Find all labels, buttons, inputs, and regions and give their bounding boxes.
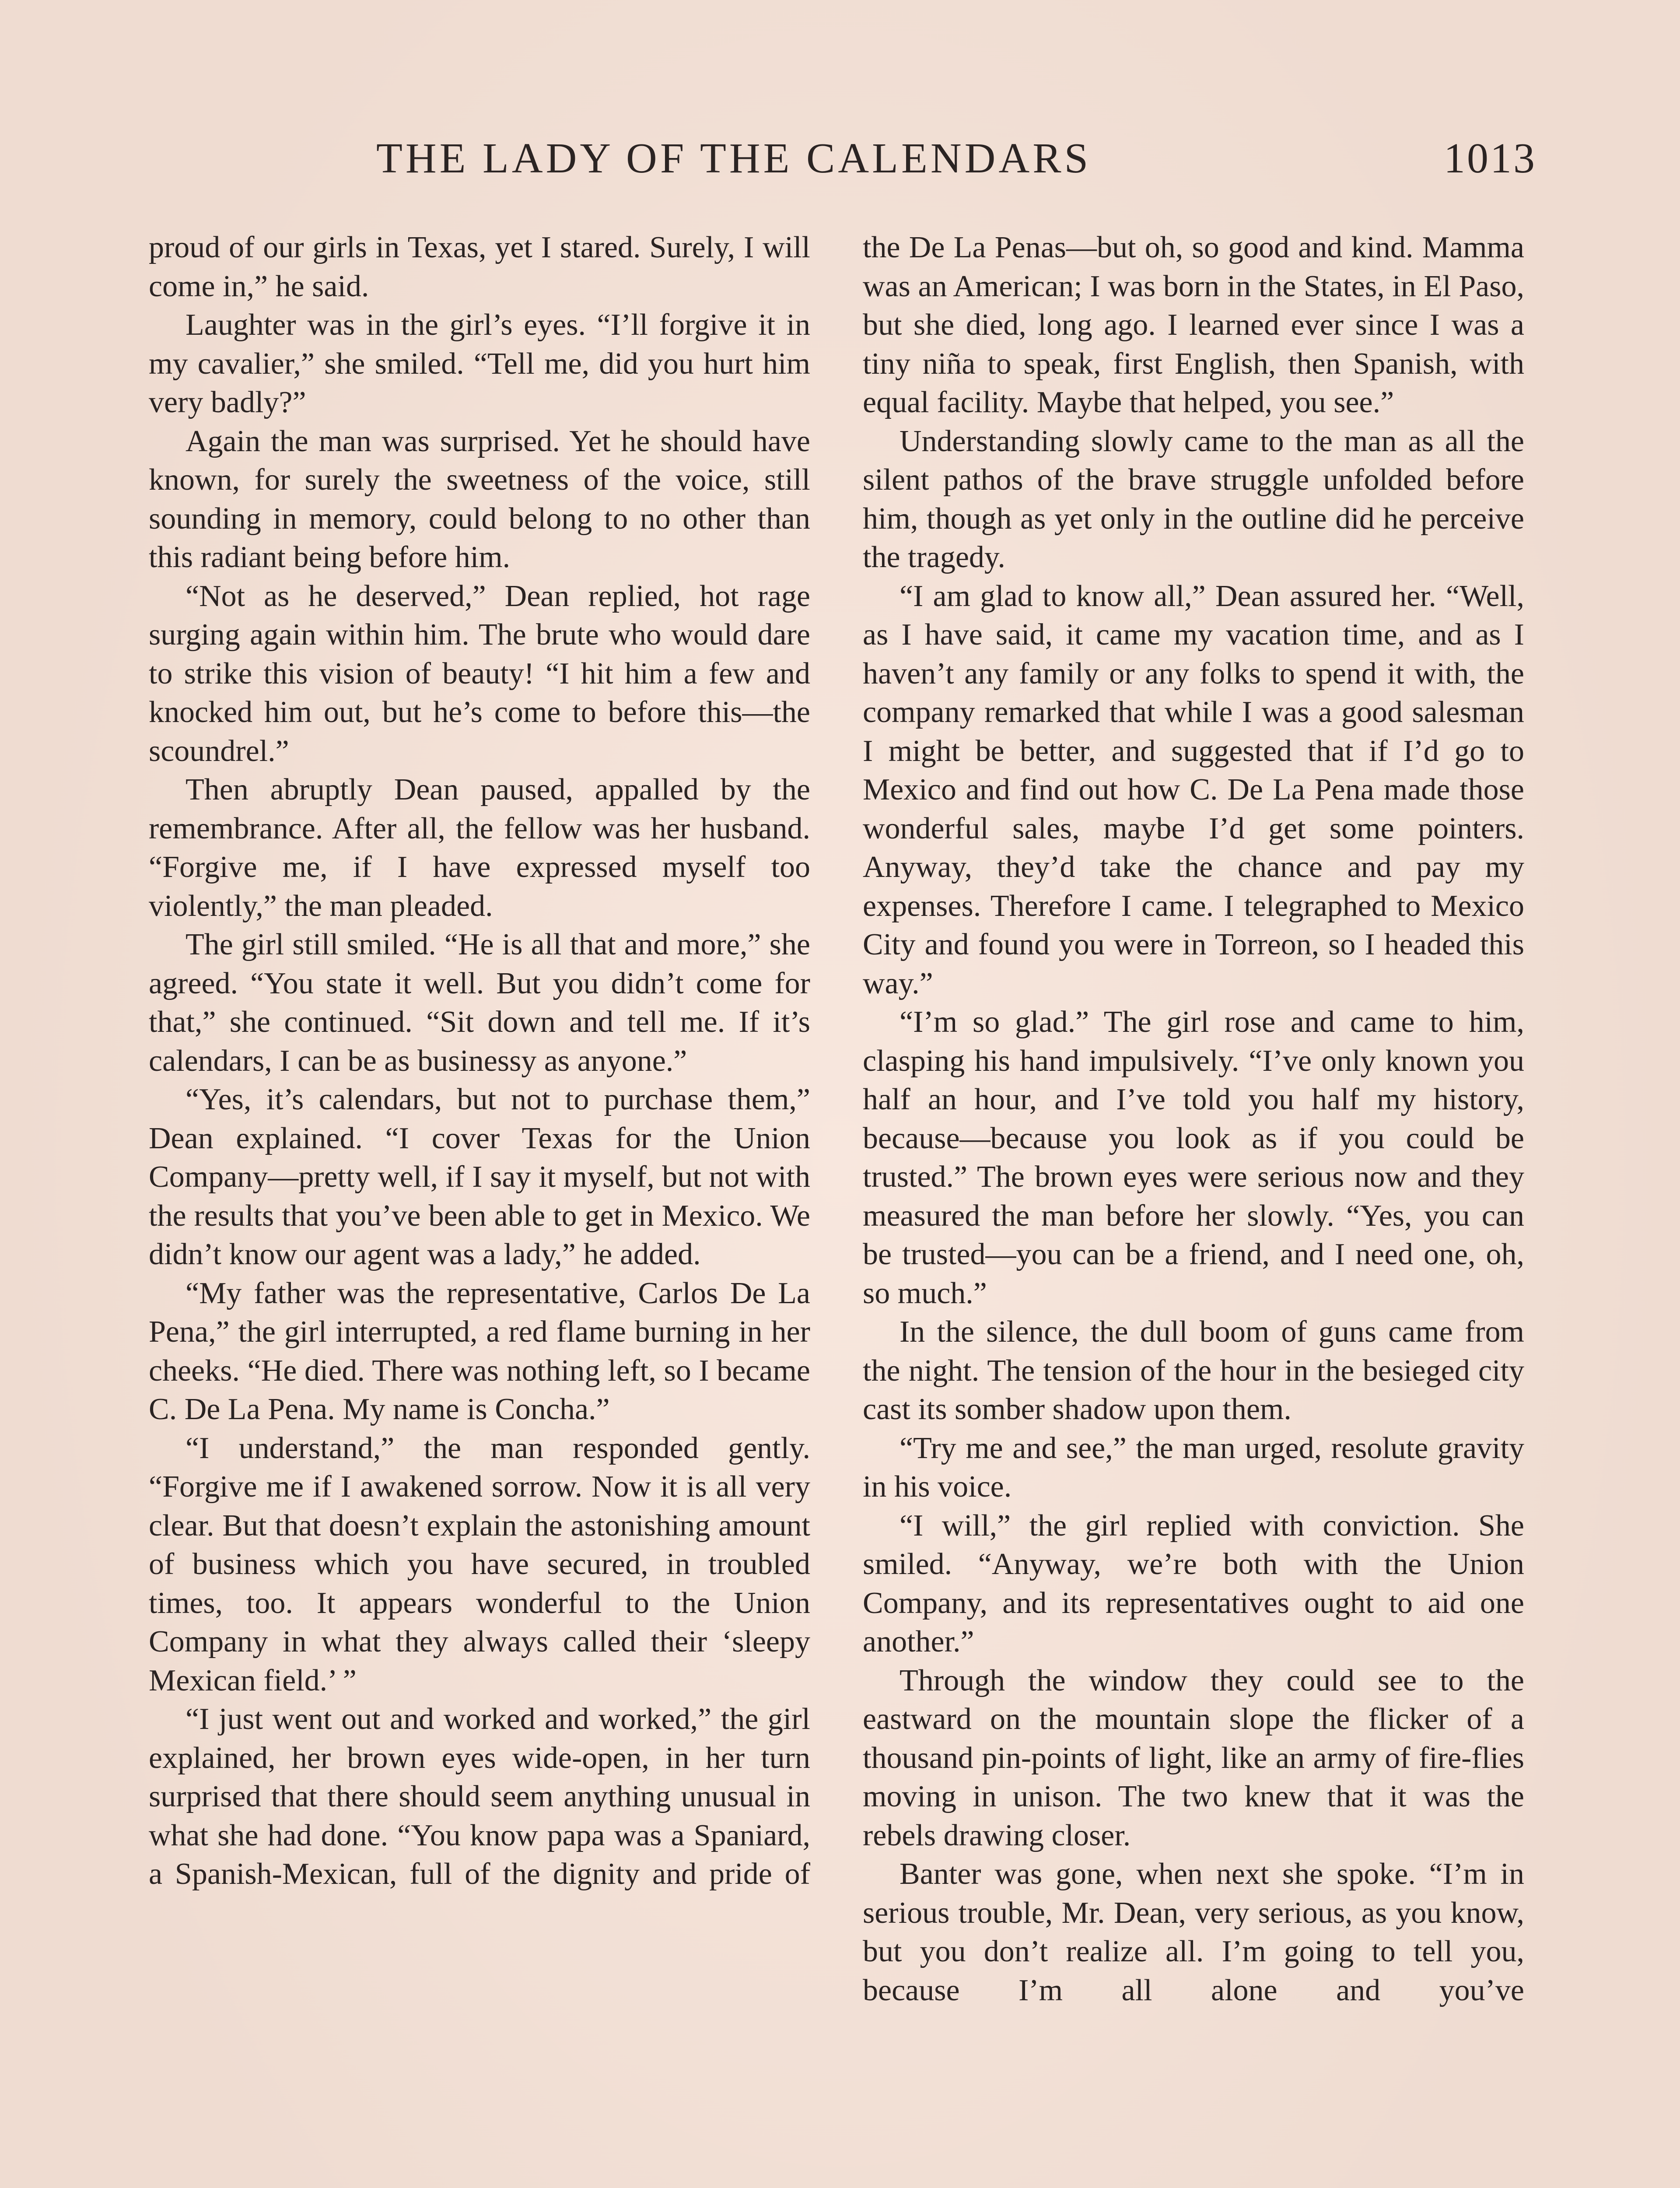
paragraph: “I am glad to know all,” Dean assured her. “Well, as I have said, it came my vacation time, and as I haven’t any family or any folks to spend it with, the company remarked that while I was a good salesman I might be better, and suggested that if I’d go to Mexico and find out how C. De La Pena made those wonderful sales, maybe I’d get some pointers. Anyway, they’d take the chance and pay my expenses. Therefore I came. I telegraphed to Mexico City and found you were in Torreon, so I headed this way.”: [863, 579, 1524, 1000]
right-column: [863, 228, 1524, 2010]
paragraph: “My father was the representative, Carlos De La Pena,” the girl interrupted, a red flame burning in her cheeks. “He died. There was nothing left, so I became C. De La Pena. My name is Concha.”: [149, 1276, 810, 1426]
paragraph: “I will,” the girl replied with conviction. She smiled. “Anyway, we’re both with the Union Company, and its representatives ought to aid one another.”: [863, 1508, 1524, 1659]
paragraph: “Try me and see,” the man urged, resolute gravity in his voice.: [863, 1431, 1524, 1504]
running-header: [376, 128, 1540, 189]
paragraph: proud of our girls in Texas, yet I stared. Surely, I will come in,” he said.: [149, 231, 810, 303]
paragraph: Laughter was in the girl’s eyes. “I’ll forgive it in my cavalier,” she smiled. “Tell me, did you hurt him very badly?”: [149, 308, 810, 419]
page-number: 1013: [1444, 135, 1536, 182]
paragraph: Understanding slowly came to the man as all the silent pathos of the brave struggle unfolded before him, though as yet only in the outline did he perceive the tragedy.: [863, 424, 1524, 574]
story-title: THE LADY OF THE CALENDARS: [376, 135, 1092, 182]
paragraph: “I’m so glad.” The girl rose and came to him, clasping his hand impulsively. “I’ve only known you half an hour, and I’ve told you half my history, because—because you look as if you could be trusted.” The brown eyes were serious now and they measured the man before her slowly. “Yes, you can be trusted—you can be a friend, and I need one, oh, so much.”: [863, 1005, 1524, 1310]
paragraph: “Not as he deserved,” Dean replied, hot rage surging again within him. The brute who would dare to strike this vision of beauty! “I hit him a few and knocked him out, but he’s come to before this—the scoundrel.”: [149, 579, 810, 768]
paragraph: Banter was gone, when next she spoke. “I’m in serious trouble, Mr. Dean, very serious, as you know, but you don’t realize all. I’m going to tell you, because I’m all alone and you’ve: [863, 1857, 1524, 2007]
paragraph: “I understand,” the man responded gently. “Forgive me if I awakened sorrow. Now it is all very clear. But that doesn’t explain the astonishing amount of business which you have secured, in troubled times, too. It appears wonderful to the Union Company in what they always called their ‘sleepy Mexican field.’ ”: [149, 1431, 810, 1697]
paragraph: the De La Penas—but oh, so good and kind. Mamma was an American; I was born in the States, in El Paso, but she died, long ago. I learned ever since I was a tiny niña to speak, first English, then Spanish, with equal facility. Maybe that helped, you see.”: [863, 231, 1524, 419]
paragraph: In the silence, the dull boom of guns came from the night. The tension of the hour in the besieged city cast its somber shadow upon them.: [863, 1315, 1524, 1426]
paragraph: Through the window they could see to the eastward on the mountain slope the flicker of a thousand pin-points of light, like an army of fire-flies moving in unison. The two knew that it was the rebels drawing closer.: [863, 1663, 1524, 1852]
paragraph: Again the man was surprised. Yet he should have known, for surely the sweetness of the voice, still sounding in memory, could belong to no other than this radiant being before him.: [149, 424, 810, 574]
paragraph: “Yes, it’s calendars, but not to purchase them,” Dean explained. “I cover Texas for the Union Company—pretty well, if I say it myself, but not with the results that you’ve been able to get in Mexico. We didn’t know our agent was a lady,” he added.: [149, 1083, 810, 1271]
paragraph: Then abruptly Dean paused, appalled by the remembrance. After all, the fellow was her husband. “Forgive me, if I have expressed myself too violently,” the man pleaded.: [149, 773, 810, 923]
left-column: [149, 228, 810, 1894]
paragraph: “I just went out and worked and worked,” the girl explained, her brown eyes wide-open, in her turn surprised that there should seem anything unusual in what she had done. “You know papa was a Spaniard, a Spanish-Mexican, full of the dignity and pride of: [149, 1702, 810, 1891]
paragraph: The girl still smiled. “He is all that and more,” she agreed. “You state it well. But you didn’t come for that,” she continued. “Sit down and tell me. If it’s calendars, I can be as businessy as anyone.”: [149, 928, 810, 1078]
